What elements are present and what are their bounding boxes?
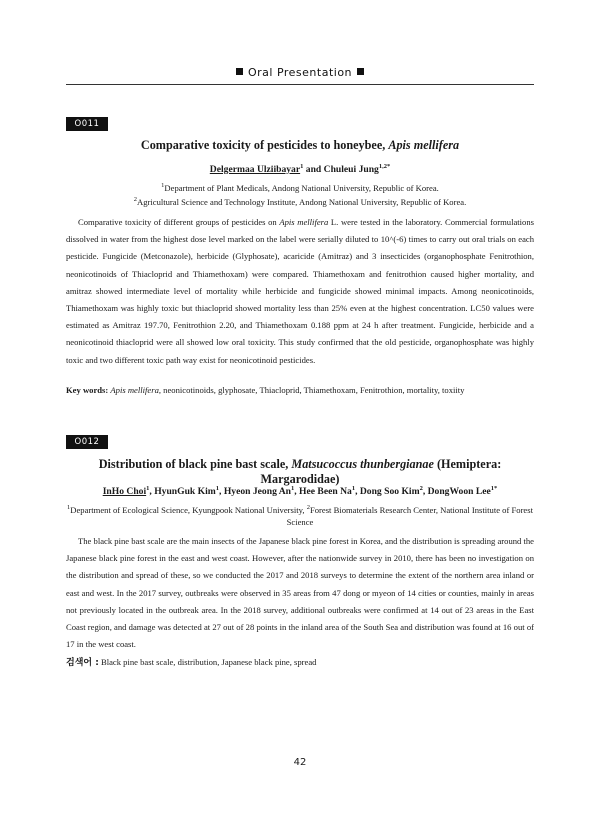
paper-id-badge: O011 (66, 117, 108, 131)
paper-title-text: Distribution of black pine bast scale, (98, 457, 292, 471)
aff-sup: 2 (306, 504, 310, 511)
author: Chuleui Jung (323, 164, 379, 176)
author: , Dong Soo Kim (355, 486, 420, 498)
header-divider (66, 84, 534, 85)
aff-sup: 1 (161, 182, 165, 189)
author-sup: 2 (419, 485, 423, 492)
section-header (0, 66, 600, 79)
page-number: 42 (293, 757, 307, 768)
author-sup: 1 (291, 485, 295, 492)
paper-title-text: (Hemiptera: Margarodidae) (260, 457, 502, 486)
paper-title-species: Apis mellifera (388, 138, 460, 152)
keywords (66, 384, 534, 397)
paper-title-text: Comparative toxicity of pesticides to honeybee, (140, 138, 389, 152)
keywords (66, 656, 534, 670)
paper-title (66, 138, 534, 153)
square-bullet-icon (236, 68, 243, 75)
author-sup: 1 (300, 163, 304, 170)
abstract: The black pine bast scale are the main insects of the Japanese black pine forest in Korea, and the distribution is spreading around the Japanese black pine forest in the east and west coast. However, after the nationwide survey in 2010, there has been no investigation on the distribution and spread of these, so we conducted the 2017 and 2018 surveys to determine the extent of the northern area inland or east and west. In the 2017 survey, outbreaks were observed in 35 areas from 47 dong or myeon of 14 cities or counties, mainly in areas not previously located in the outbreak area. In the 2018 survey, additional outbreaks were confirmed at 14 out of 23 areas in the East Coast region, and damage was detected at 27 out of 28 points in the inland area of the South Sea and distribution was found at 16 out of 17 in the west coast. (66, 536, 534, 650)
author: , HyunGuk Kim (149, 486, 216, 498)
aff-text: Forest Biomaterials Research Center, National Institute of Forest Science (286, 504, 533, 528)
author-sup: 1,2* (378, 163, 391, 170)
presenting-author: Delgermaa Ulziibayar (209, 164, 301, 176)
keywords-label: 검색어 : (66, 658, 99, 668)
paper-id-badge: O012 (66, 435, 108, 449)
author: , DongWoon Lee (422, 486, 491, 498)
aff-text: Agricultural Science and Technology Institute, Andong National University, Republic of Korea. (137, 197, 467, 208)
abstract-text: L. were tested in the laboratory. Commercial formulations dissolved in water from the highest dose level marked on the label were serially diluted to 10^(-6) times to carry out oral trials on each pesticide. Fungicide (Metconazole), herbicide (Glyphosate), acaricide (Amitraz) and 3 insecticides (organophosphate Fenitrothion, neonicotinoids of Thiacloprid and Thiamethoxam) were compared. Thiamethoxam and fenitrothion caused higher mortality, and amitraz showed intermediate level of mortality while herbicide and fungicide showed minimal impacts. Among neonicotinoids, Thiamethoxam was highly toxic but thiacloprid showed mortality less than 25% even at the highest concentration. LC50 values were estimated as Amitraz 197.70, Fenitrothion 2.20, and Thiamethoxam 0.188 ppm at 24 h after treatment. Fungicide, herbicide and a neonicotinoid thiacloprid were all showed low oral toxicity. This study confirmed that the old pesticide, organophosphate was highly toxic and two different toxic path way exist for neonicotinoid pesticides. (66, 217, 534, 365)
aff-text: Department of Plant Medicals, Andong National University, Republic of Korea. (164, 182, 439, 193)
author-sup: 1* (490, 485, 498, 492)
aff-sup: 1 (67, 504, 71, 511)
aff-text: Department of Ecological Science, Kyungpook National University, (70, 504, 307, 515)
author-sup: 1 (215, 485, 220, 492)
author-list (66, 163, 534, 175)
affiliations (66, 180, 534, 209)
aff-sup: 2 (133, 196, 137, 204)
square-bullet-icon (357, 68, 364, 75)
keywords-text: Black pine bast scale, distribution, Japanese black pine, spread (98, 657, 317, 667)
affiliation-line (66, 180, 534, 194)
author-sup: 1 (351, 485, 356, 492)
author: , Hee Been Na (294, 486, 352, 498)
author-list (66, 485, 534, 497)
author-sep: and (303, 164, 324, 176)
abstract (66, 214, 534, 369)
author: , Hyeon Jeong An (219, 486, 291, 498)
author-sup: 1 (146, 485, 150, 492)
paper-title-species: Matsucoccus thunbergianae (291, 457, 434, 471)
presenting-author: InHo Choi (102, 486, 147, 498)
section-header-label: Oral Presentation (247, 66, 353, 79)
keyword-species: Apis mellifera (110, 385, 159, 395)
keywords-text: , neonicotinoids, glyphosate, Thiacloprid, Thiamethoxam, Fenitrothion, mortality, toxiity (158, 385, 465, 395)
affiliations (66, 502, 534, 529)
paper-title (66, 457, 534, 487)
affiliation-line (66, 194, 534, 208)
abstract-species: Apis mellifera (279, 217, 329, 227)
abstract-text: Comparative toxicity of different groups of pesticides on (78, 217, 280, 227)
keywords-label: Key words: (66, 385, 109, 395)
